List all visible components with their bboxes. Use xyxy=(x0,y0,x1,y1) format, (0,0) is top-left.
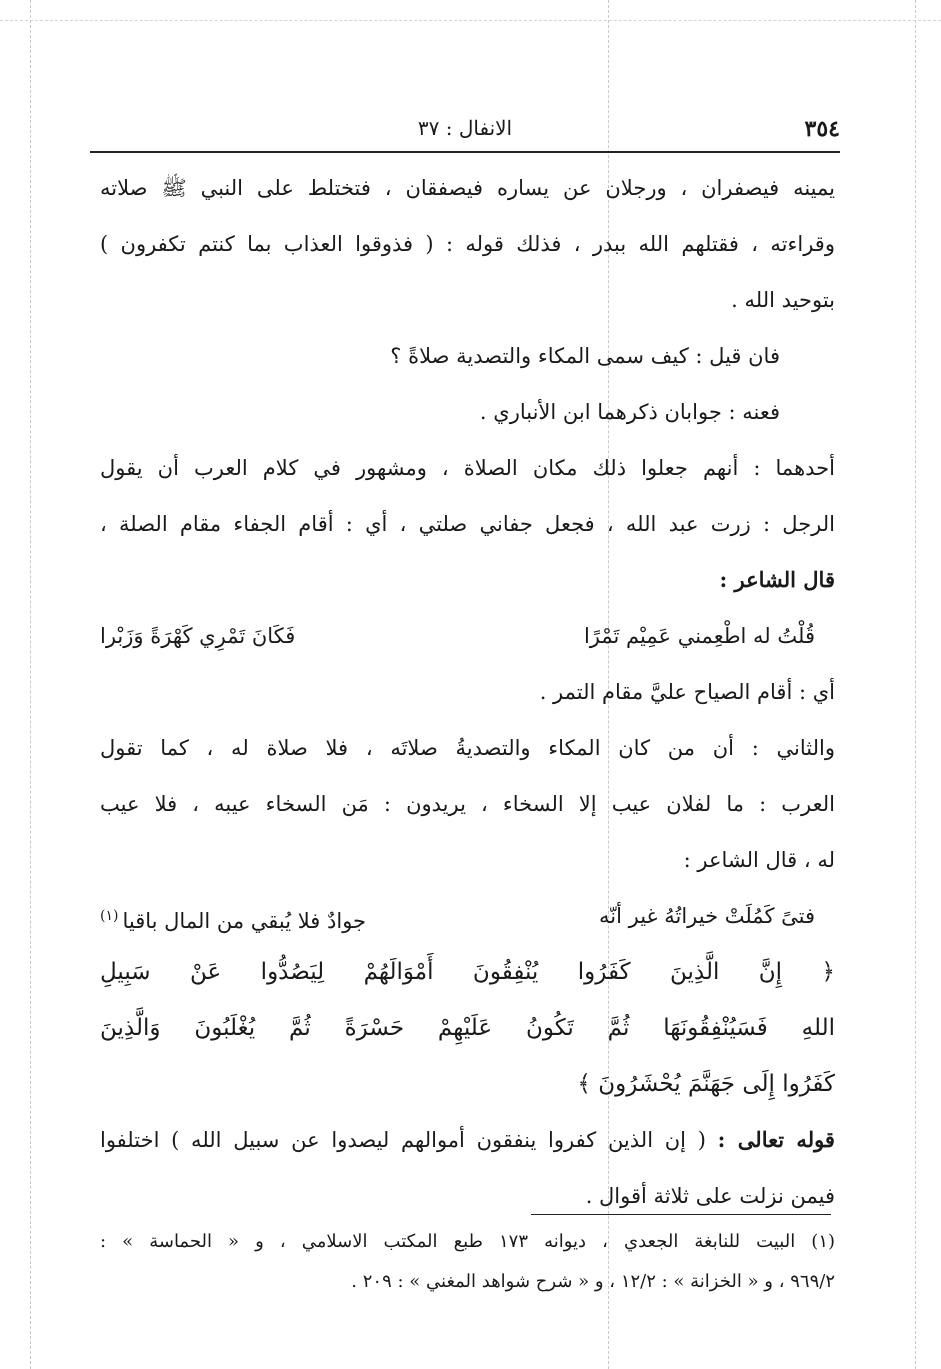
text-line: أي : أقام الصياح عليَّ مقام التمر . xyxy=(539,680,835,704)
text-line: بتوحيد الله . xyxy=(731,288,835,312)
footnote-line: ٩٦٩/٢ ، و « الخزانة » : ١٢/٢ ، و « شرح شواهد المغني » : ٢٠٩ . xyxy=(351,1271,835,1292)
text-line: فعنه : جوابان ذكرهما ابن الأنباري . xyxy=(479,400,780,424)
text-line: له ، قال الشاعر : xyxy=(683,848,835,872)
header-rule xyxy=(90,151,840,153)
scan-guide-line xyxy=(915,0,916,1369)
verse-hemistich: فتىً كَمُلَتْ خيراتُهُ غير أنّه xyxy=(599,904,815,928)
text-line: العرب : ما لفلان عيب إلا السخاء ، يريدون : مَن السخاء عيبه ، فلا عيب xyxy=(100,792,835,816)
scan-guide-line xyxy=(30,0,31,1369)
running-title: الانفال : ٣٧ xyxy=(417,116,513,140)
commentary-text: ( إن الذين كفروا ينفقون أموالهم ليصدوا عن سبيل الله ) اختلفوا xyxy=(100,1128,706,1152)
page-header xyxy=(90,110,840,150)
text-line: وقراءته ، فقتلهم الله ببدر ، فذلك قوله : ( فذوقوا العذاب بما كنتم تكفرون ) xyxy=(100,232,835,256)
text-line: أحدهما : أنهم جعلوا ذلك مكان الصلاة ، ومشهور في كلام العرب أن يقول xyxy=(100,456,835,480)
quran-line: كَفَرُوا إِلَى جَهَنَّمَ يُحْشَرُونَ ﴾ xyxy=(577,1071,835,1097)
footnote-reference: (١) xyxy=(100,908,119,924)
verse-hemistich: جوادٌ فلا يُبقي من المال باقيا xyxy=(122,909,367,933)
verse-hemistich: قُلْتُ له اطْعِمني عَمِيْم تَمْرًا xyxy=(583,624,815,648)
quran-line: ﴿ إِنَّ الَّذِينَ كَفَرُوا يُنْفِقُونَ أَمْوَالَهُمْ لِيَصُدُّوا عَنْ سَبِيلِ xyxy=(100,959,835,985)
poem-verse xyxy=(100,608,835,664)
text-line: الرجل : زرت عبد الله ، فجعل جفاني صلتي ، أي : أقام الجفاء مقام الصلة ، xyxy=(100,512,835,536)
quran-passage xyxy=(100,944,835,1112)
verse-hemistich-with-ref xyxy=(100,888,366,944)
text-line: يمينه فيصفران ، ورجلان عن يساره فيصفقان ، فتختلط على النبي ﷺ صلاته xyxy=(100,176,835,200)
body-text xyxy=(100,160,835,1224)
footnote-line: (١) البيت للنابغة الجعدي ، ديوانه ١٧٣ طبع المكتب الاسلامي ، و « الحماسة » : xyxy=(100,1231,835,1252)
text-line: فيمن نزلت على ثلاثة أقوال . xyxy=(585,1184,835,1208)
footnotes xyxy=(100,1222,835,1302)
quran-line: اللهِ فَسَيُنْفِقُونَهَا ثُمَّ تَكُونُ عَلَيْهِمْ حَسْرَةً ثُمَّ يُغْلَبُونَ وَالَّذِينَ xyxy=(100,1015,835,1041)
commentary-label: قوله تعالى : xyxy=(717,1127,835,1152)
verse-hemistich: فَكَانَ تَمْرِي كَهْرَةً وَزَبْرا xyxy=(100,624,296,648)
text-line: قال الشاعر : xyxy=(719,567,835,592)
commentary-line xyxy=(100,1112,835,1168)
footnote-rule xyxy=(531,1214,831,1215)
scan-guide-line xyxy=(0,20,941,21)
page-number: ٣٥٤ xyxy=(804,116,840,142)
poem-verse xyxy=(100,888,835,944)
text-line: والثاني : أن من كان المكاء والتصديةُ صلاتَه ، فلا صلاة له ، كما تقول xyxy=(100,736,835,760)
text-line: فان قيل : كيف سمى المكاء والتصدية صلاةً ؟ xyxy=(390,344,780,368)
